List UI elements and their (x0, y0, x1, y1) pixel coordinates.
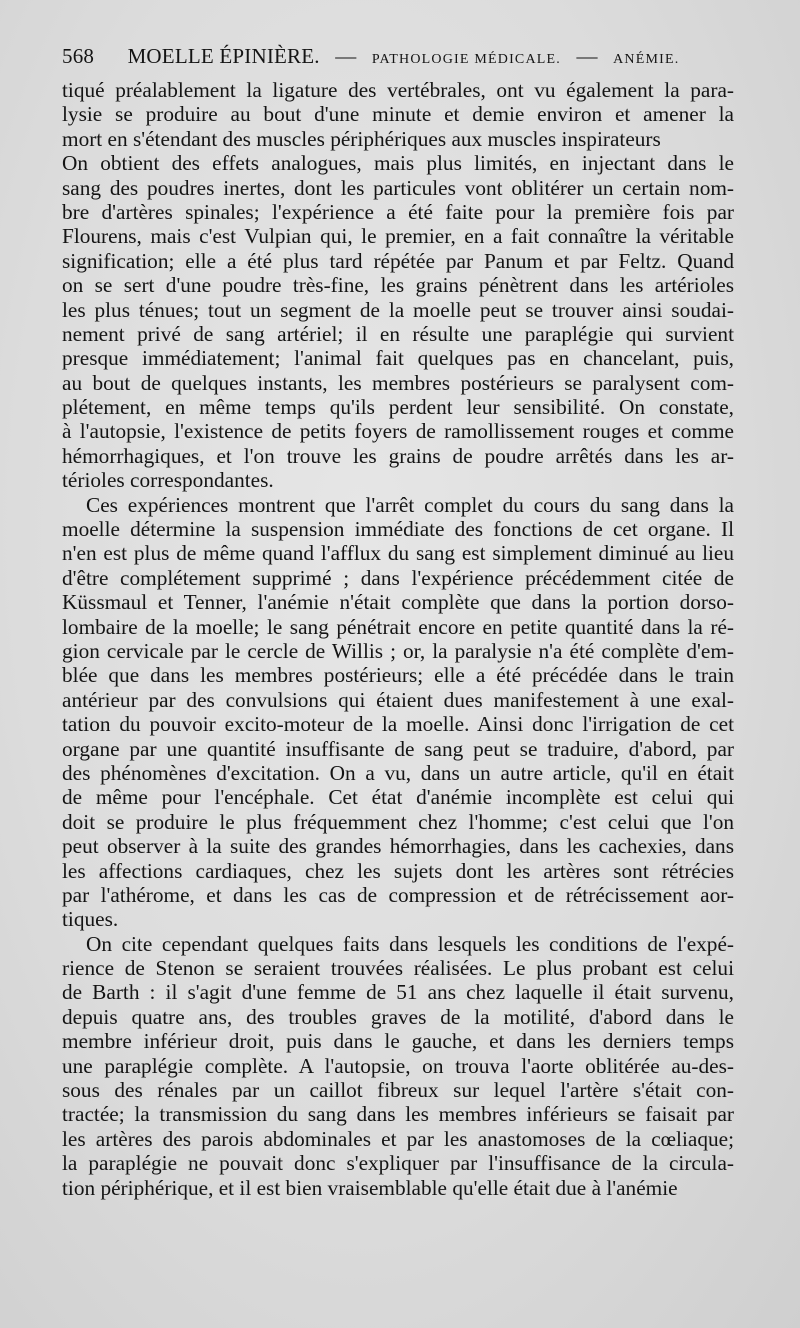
text-line: Küssmaul et Tenner, l'anémie n'était complète que dans la portion dorso- (62, 590, 734, 615)
section-title: PATHOLOGIE MÉDICALE. (371, 52, 561, 67)
text-line: n'en est plus de même quand l'afflux du sang est simplement diminué au lieu (62, 541, 734, 566)
text-line: moelle détermine la suspension immédiate des fonctions de cet organe. Il (62, 517, 734, 542)
text-line: bre d'artères spinales; l'expérience a été faite pour la première fois par (62, 199, 734, 224)
text-line: une paraplégie complète. A l'autopsie, on trouva l'aorte oblitérée au-des- (62, 1053, 734, 1078)
text-line: Flourens, mais c'est Vulpian qui, le premier, en a fait connaître la véritable (62, 224, 734, 249)
text-line: tion périphérique, et il est bien vraisemblable qu'elle était due à l'anémie (62, 1175, 678, 1200)
text-line: presque immédiatement; l'animal fait quelques pas en chancelant, puis, (62, 346, 734, 371)
text-line: signification; elle a été plus tard répétée par Panum et par Feltz. Quand (62, 248, 734, 273)
text-line: mort en s'étendant des muscles périphériques aux muscles inspirateurs (62, 126, 661, 151)
text-line: les plus ténues; tout un segment de la moelle peut se trouver ainsi soudai- (62, 297, 734, 322)
text-line: des phénomènes d'excitation. On a vu, dans un autre article, qu'il en était (62, 760, 734, 785)
text-line: blée que dans les membres postérieurs; elle a été précédée dans le train (62, 663, 734, 688)
body-text (62, 78, 734, 1200)
text-line: doit se produire le plus fréquemment chez l'homme; c'est celui que l'on (62, 809, 734, 834)
text-line: plétement, en même temps qu'ils perdent leur sensibilité. On constate, (62, 395, 734, 420)
text-line: membre inférieur droit, puis dans le gauche, et dans les derniers temps (62, 1029, 734, 1054)
text-line: les affections cardiaques, chez les sujets dont les artères sont rétrécies (62, 858, 734, 883)
running-header (62, 44, 722, 74)
text-line: tractée; la transmission du sang dans les membres inférieurs se faisait par (62, 1102, 734, 1127)
text-line: On obtient des effets analogues, mais plus limités, en injectant dans le (62, 151, 734, 176)
header-dash: — (576, 44, 598, 68)
text-line: tation du pouvoir excito-moteur de la moelle. Ainsi donc l'irrigation de cet (62, 712, 734, 737)
text-line: rience de Stenon se seraient trouvées réalisées. Le plus probant est celui (62, 956, 734, 981)
text-line: par l'athérome, et dans les cas de compression et de rétrécissement aor- (62, 882, 734, 907)
paragraph (62, 78, 734, 151)
text-line: sang des poudres inertes, dont les particules vont oblitérer un certain nom- (62, 175, 734, 200)
text-line: la paraplégie ne pouvait donc s'expliquer par l'insuffisance de la circula- (62, 1151, 734, 1176)
paragraph (62, 932, 734, 1200)
text-line: au bout de quelques instants, les membres postérieurs se paralysent com- (62, 370, 734, 395)
text-line: à l'autopsie, l'existence de petits foyers de ramollissement rouges et comme (62, 419, 734, 444)
text-line: nement privé de sang artériel; il en résulte une paraplégie qui survient (62, 321, 734, 346)
text-line: organe par une quantité insuffisante de sang peut se traduire, d'abord, par (62, 736, 734, 761)
text-line: tiqué préalablement la ligature des vertébrales, ont vu également la para- (62, 78, 734, 102)
paragraph (62, 493, 734, 932)
text-line: les artères des parois abdominales et par les anastomoses de la cœliaque; (62, 1126, 734, 1151)
text-line: de Barth : il s'agit d'une femme de 51 ans chez laquelle il était survenu, (62, 980, 734, 1005)
text-line: lysie se produire au bout d'une minute et demie environ et amener la (62, 102, 734, 127)
paragraph (62, 151, 734, 492)
text-line: d'être complétement supprimé ; dans l'expérience précédemment citée de (62, 565, 734, 590)
text-line: depuis quatre ans, des troubles graves de la motilité, d'abord dans le (62, 1004, 734, 1029)
text-line: antérieur par des convulsions qui étaient dues manifestement à une exal- (62, 687, 734, 712)
text-line: peut observer à la suite des grandes hémorrhagies, dans les cachexies, dans (62, 834, 734, 859)
text-line: tiques. (62, 907, 119, 932)
text-line: on se sert d'une poudre très-fine, les grains pénètrent dans les artérioles (62, 273, 734, 298)
running-title: MOELLE ÉPINIÈRE. (127, 44, 320, 68)
header-dash: — (335, 44, 357, 68)
page-number: 568 (62, 44, 95, 68)
text-line: sous des rénales par un caillot fibreux sur lequel l'artère s'était con- (62, 1078, 734, 1103)
text-line: Ces expériences montrent que l'arrêt complet du cours du sang dans la (86, 492, 734, 517)
text-line: de même pour l'encéphale. Cet état d'anémie incomplète est celui qui (62, 785, 734, 810)
text-line: gion cervicale par le cercle de Willis ; or, la paralysie n'a été complète d'em- (62, 638, 734, 663)
text-line: lombaire de la moelle; le sang pénétrait encore en petite quantité dans la ré- (62, 614, 734, 639)
text-line: hémorrhagiques, et l'on trouve les grains de poudre arrêtés dans les ar- (62, 443, 734, 468)
text-line: On cite cependant quelques faits dans lesquels les conditions de l'expé- (86, 931, 734, 956)
text-line: térioles correspondantes. (62, 468, 274, 493)
subsection-title: ANÉMIE. (613, 52, 680, 67)
